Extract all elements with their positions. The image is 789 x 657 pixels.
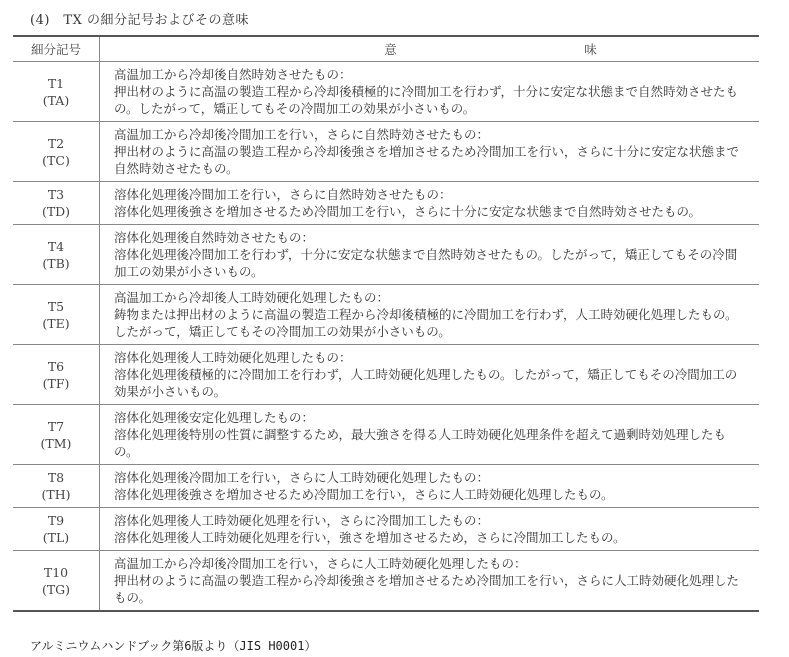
temper-alt-code: (TM) — [40, 435, 72, 451]
table-row — [13, 122, 759, 182]
meaning-body: 押出材のように高温の製造工程から冷却後積極的に冷間加工を行わず，十分に安定な状態まで自然時効させたもの。したがって，矯正してもその冷間加工の効果が小さいもの。 — [114, 84, 739, 116]
header-meaning-char-2: 味 — [584, 42, 597, 57]
table-row — [13, 465, 759, 508]
meaning-body: 溶体化処理後積極的に冷間加工を行わず，人工時効硬化処理したもの。したがって，矯正してもその冷間加工の効果が小さいもの。 — [114, 367, 738, 399]
temper-code-cell — [13, 551, 100, 611]
table-row — [13, 285, 759, 345]
meaning-title: 溶体化処理後安定化処理したもの： — [114, 410, 315, 425]
temper-code-cell — [13, 225, 100, 285]
meaning-title: 溶体化処理後冷間加工を行い，さらに人工時効硬化処理したもの： — [114, 470, 490, 485]
temper-code: T6 — [47, 358, 65, 374]
table-header-row — [13, 37, 759, 62]
header-meaning — [100, 37, 760, 62]
temper-alt-code: (TB) — [42, 255, 70, 271]
temper-meaning-cell — [100, 225, 760, 285]
temper-alt-code: (TE) — [42, 315, 70, 331]
section-heading: (4) TX の細分記号およびその意味 — [30, 13, 249, 28]
temper-code-cell — [13, 285, 100, 345]
temper-code: T1 — [47, 75, 65, 91]
meaning-title: 溶体化処理後人工時効硬化処理を行い，さらに冷間加工したもの： — [114, 513, 490, 528]
table-row — [13, 182, 759, 225]
meaning-body: 押出材のように高温の製造工程から冷却後強さを増加させるため冷間加工を行い，さらに人工時効硬化処理したもの。 — [114, 573, 740, 605]
meaning-body: 溶体化処理後強さを増加させるため冷間加工を行い，さらに十分に安定な状態まで自然時効させたもの。 — [114, 204, 702, 219]
table-row — [13, 551, 759, 611]
temper-code: T9 — [47, 513, 65, 528]
temper-meaning-cell — [100, 345, 760, 405]
table-row — [13, 405, 759, 465]
temper-table-wrapper — [13, 35, 759, 612]
temper-alt-code: (TF) — [42, 375, 70, 391]
temper-code: T3 — [47, 187, 65, 202]
temper-code: T8 — [47, 470, 65, 485]
source-footnote: アルミニウムハンドブック第6版より（JIS H0001） — [30, 639, 317, 653]
temper-code-cell — [13, 405, 100, 465]
meaning-title: 高温加工から冷却後冷間加工を行い，さらに自然時効させたもの： — [114, 127, 490, 142]
temper-code: T2 — [47, 135, 65, 151]
temper-alt-code: (TA) — [42, 92, 70, 108]
meaning-title: 溶体化処理後人工時効硬化処理したもの： — [114, 350, 352, 365]
meaning-body: 押出材のように高温の製造工程から冷却後強さを増加させるため冷間加工を行い，さらに十分に安定な状態まで自然時効させたもの。 — [114, 144, 740, 176]
temper-alt-code: (TL) — [42, 530, 70, 545]
temper-alt-code: (TG) — [41, 581, 71, 597]
meaning-body: 溶体化処理後冷間加工を行わず，十分に安定な状態まで自然時効させたもの。したがって，矯正してもその冷間加工の効果が小さいもの。 — [114, 247, 738, 279]
table-row — [13, 225, 759, 285]
meaning-title: 溶体化処理後冷間加工を行い，さらに自然時効させたもの： — [114, 187, 452, 202]
meaning-title: 溶体化処理後自然時効させたもの： — [114, 230, 315, 245]
meaning-body: 溶体化処理後特別の性質に調整するため，最大強さを得る人工時効硬化処理条件を超えて過剰時効処理したもの。 — [114, 427, 727, 459]
meaning-title: 高温加工から冷却後自然時効させたもの： — [114, 67, 352, 82]
temper-meaning-cell — [100, 465, 760, 508]
temper-code-cell — [13, 345, 100, 405]
temper-meaning-cell — [100, 285, 760, 345]
temper-alt-code: (TD) — [41, 204, 71, 219]
header-code: 細分記号 — [13, 37, 100, 62]
temper-code: T4 — [47, 238, 65, 254]
temper-meaning-cell — [100, 551, 760, 611]
meaning-body: 溶体化処理後強さを増加させるため冷間加工を行い，さらに人工時効硬化処理したもの。 — [114, 487, 614, 502]
table-row — [13, 345, 759, 405]
temper-designation-table — [13, 37, 759, 610]
temper-code: T10 — [43, 564, 69, 580]
temper-code-cell — [13, 122, 100, 182]
temper-code-cell — [13, 62, 100, 122]
temper-code-cell — [13, 508, 100, 551]
table-row — [13, 508, 759, 551]
table-row — [13, 62, 759, 122]
temper-meaning-cell — [100, 122, 760, 182]
temper-alt-code: (TH) — [41, 487, 71, 502]
temper-meaning-cell — [100, 62, 760, 122]
meaning-title: 高温加工から冷却後人工時効硬化処理したもの： — [114, 290, 390, 305]
meaning-body: 溶体化処理後人工時効硬化処理を行い，強さを増加させるため，さらに冷間加工したもの。 — [114, 530, 626, 545]
temper-alt-code: (TC) — [42, 152, 70, 168]
table-body — [13, 62, 759, 611]
temper-meaning-cell — [100, 182, 760, 225]
temper-meaning-cell — [100, 405, 760, 465]
temper-meaning-cell — [100, 508, 760, 551]
temper-code-cell — [13, 182, 100, 225]
temper-code: T7 — [47, 418, 65, 434]
meaning-body: 鋳物または押出材のように高温の製造工程から冷却後積極的に冷間加工を行わず，人工時効硬化処理したもの。したがって，矯正してもその冷間加工の効果が小さいもの。 — [114, 307, 738, 339]
temper-code: T5 — [47, 298, 65, 314]
temper-code-cell — [13, 465, 100, 508]
header-meaning-char-1: 意 — [384, 42, 397, 57]
meaning-title: 高温加工から冷却後冷間加工を行い，さらに人工時効硬化処理したもの： — [114, 556, 527, 571]
